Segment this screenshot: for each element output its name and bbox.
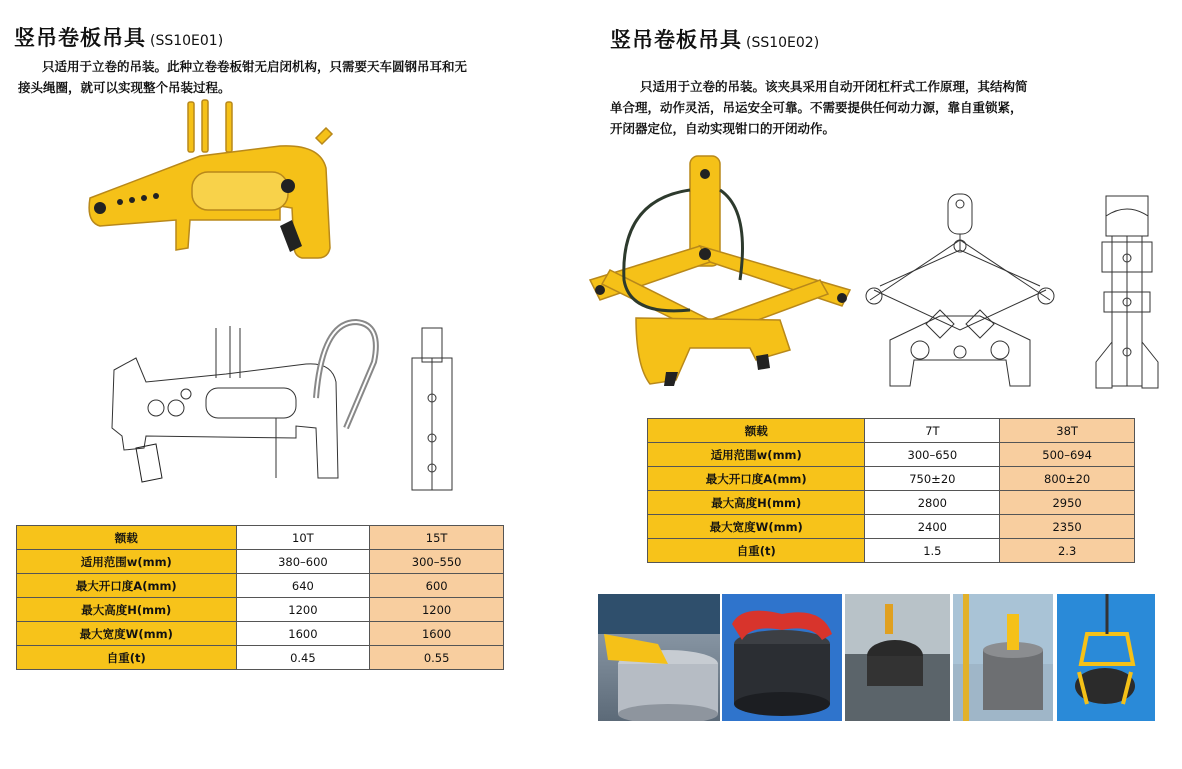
- table-row: [17, 526, 504, 550]
- table-cell: 380–600: [236, 550, 370, 574]
- table-row: [17, 574, 504, 598]
- table-row: [648, 419, 1135, 443]
- table-cell: 1600: [236, 622, 370, 646]
- left-title-text: 竖吊卷板吊具: [14, 26, 146, 50]
- table-cell: 1600: [370, 622, 504, 646]
- row-label: 适用范围w(mm): [648, 443, 865, 467]
- table-row: [648, 515, 1135, 539]
- row-label: 适用范围w(mm): [17, 550, 237, 574]
- table-cell: 800±20: [1000, 467, 1135, 491]
- table-cell: 300–550: [370, 550, 504, 574]
- table-cell: 1.5: [865, 539, 1000, 563]
- table-cell: 2800: [865, 491, 1000, 515]
- row-label: 最大开口度A(mm): [17, 574, 237, 598]
- row-label: 最大宽度W(mm): [17, 622, 237, 646]
- table-cell: 500–694: [1000, 443, 1135, 467]
- application-photo-5: [1057, 594, 1155, 721]
- left-title-code: (SS10E01): [150, 33, 224, 49]
- application-photo-2: [722, 594, 842, 721]
- right-title-code: (SS10E02): [746, 35, 820, 51]
- left-technical-drawing: [106, 318, 466, 498]
- application-photo-3: [845, 594, 950, 721]
- right-title: [610, 24, 819, 54]
- table-row: [648, 443, 1135, 467]
- table-row: [17, 622, 504, 646]
- right-description: [610, 76, 1150, 139]
- row-label: 自重(t): [648, 539, 865, 563]
- row-label: 最大高度H(mm): [17, 598, 237, 622]
- right-desc-line-3: 开闭器定位，自动实现钳口的开闭动作。: [610, 121, 836, 136]
- left-desc-line-2: 接头绳圈，就可以实现整个吊装过程。: [18, 80, 231, 95]
- header-cell: 38T: [1000, 419, 1135, 443]
- right-desc-line-1: 只适用于立卷的吊装。该夹具采用自动开闭杠杆式工作原理，其结构简: [640, 79, 1028, 94]
- table-cell: 750±20: [865, 467, 1000, 491]
- table-row: [648, 467, 1135, 491]
- table-cell: 600: [370, 574, 504, 598]
- table-row: [648, 491, 1135, 515]
- left-product-photo: [80, 98, 340, 268]
- row-label: 最大高度H(mm): [648, 491, 865, 515]
- table-cell: 0.55: [370, 646, 504, 670]
- table-row: [648, 539, 1135, 563]
- table-cell: 2400: [865, 515, 1000, 539]
- header-cell: 10T: [236, 526, 370, 550]
- table-cell: 640: [236, 574, 370, 598]
- left-description: [18, 56, 538, 98]
- row-label: 最大宽度W(mm): [648, 515, 865, 539]
- header-cell: 7T: [865, 419, 1000, 443]
- table-row: [17, 550, 504, 574]
- table-row: [17, 646, 504, 670]
- row-label: 最大开口度A(mm): [648, 467, 865, 491]
- left-desc-line-1: 只适用于立卷的吊装。此种立卷卷板钳无启闭机构，只需要天车圆钢吊耳和无: [42, 59, 468, 74]
- table-row: [17, 598, 504, 622]
- row-label: 自重(t): [17, 646, 237, 670]
- table-cell: 2350: [1000, 515, 1135, 539]
- application-photo-4: [953, 594, 1053, 721]
- header-cell: 额载: [17, 526, 237, 550]
- right-spec-table: [647, 418, 1135, 563]
- right-technical-drawing-side: [1092, 192, 1162, 398]
- table-cell: 300–650: [865, 443, 1000, 467]
- table-cell: 1200: [370, 598, 504, 622]
- table-cell: 2950: [1000, 491, 1135, 515]
- header-cell: 15T: [370, 526, 504, 550]
- application-photo-1: [598, 594, 720, 721]
- table-cell: 0.45: [236, 646, 370, 670]
- left-spec-table: [16, 525, 504, 670]
- header-cell: 额载: [648, 419, 865, 443]
- table-cell: 1200: [236, 598, 370, 622]
- right-title-text: 竖吊卷板吊具: [610, 28, 742, 52]
- right-product-photo: [580, 150, 860, 390]
- right-desc-line-2: 单合理，动作灵活，吊运安全可靠。不需要提供任何动力源，靠自重锁紧，: [610, 100, 1023, 115]
- left-title: [14, 22, 223, 52]
- table-cell: 2.3: [1000, 539, 1135, 563]
- right-technical-drawing-front: [860, 190, 1060, 400]
